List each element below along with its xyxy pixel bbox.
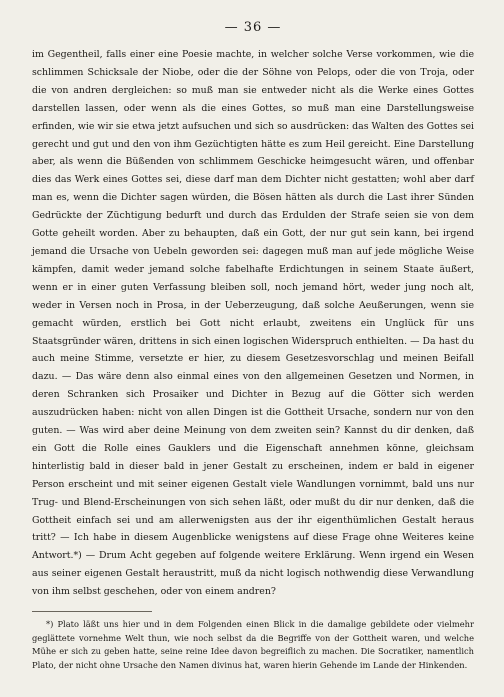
page-number: — 36 — xyxy=(224,20,282,35)
footnote xyxy=(32,618,474,672)
footnote-text: *) Plato läßt uns hier und in dem Folgenden einen Blick in die damalige gebildete oder vielmehr geglättete vornehme Welt thun, wie noch selbst da die Begriffe von der Gottheit waren, und welche Mühe er sich zu geben hatte, seine reine Idee davon begreiflich zu machen. Die Socratiker, namentlich Plato, der nicht ohne Ursache den Namen divinus hat, waren hierin Gehende im Lande der Hinkenden. xyxy=(32,619,474,670)
body-paragraph: im Gegentheil, falls einer eine Poesie machte, in welcher solche Verse vorkommen, wie die schlimmen Schicksale der Niobe, oder die der Söhne von Pelops, oder die von Troja, oder die von andren dergleichen: so muß man sie entweder nicht als die Werke eines Gottes darstellen lassen, oder wenn als die eines Gottes, so muß man eine Darstellungsweise erfinden, wie wir sie etwa jetzt aufsuchen und sich so ausdrücken: das Walten des Gottes sei gerecht und gut und den von ihm Gezüchtigten hätte es zum Heil gereicht. Eine Darstellung aber, als wenn die Büßenden von schlimmem Geschicke heimgesucht wären, und offenbar dies das Werk eines Gottes sei, diese darf man dem Dichter nicht gestatten; wohl aber darf man es, wenn die Dichter sagen würden, die Bösen hätten als durch die Last ihrer Sünden Gedrückte der Züchtigung bedurft und durch das Erdulden der Strafe seien sie von dem Gotte geheilt worden. Aber zu behaupten, daß ein Gott, der nur gut sein kann, bei irgend jemand die Ursache von Uebeln geworden sei: dagegen muß man auf jede mögliche Weise kämpfen, damit weder jemand solche fabelhafte Erdichtungen in seinem Staate äußert, wenn er in einer guten Verfassung bleiben soll, noch jemand hört, weder jung noch alt, weder in Versen noch in Prosa, in der Ueberzeugung, daß solche Aeußerungen, wenn sie gemacht würden, erstlich bei Gott nicht erlaubt, zweitens ein Unglück für uns Staatsgründer wären, drittens in sich einen logischen Widerspruch enthielten. — Da hast du auch meine Stimme, versetzte er hier, zu diesem Gesetzesvorschlag und meinen Beifall dazu. — Das wäre denn also einmal eines von den allgemeinen Gesetzen und Normen, in deren Schranken sich Prosaiker und Dichter in Bezug auf die Götter sich werden auszudrücken haben: nicht von allen Dingen ist die Gottheit Ursache, sondern nur von den guten. — Was wird aber deine Meinung von dem zweiten sein? Kannst du dir denken, daß ein Gott die Rolle eines Gauklers und die Eigenschaft annehmen könne, gleichsam hinterlistig bald in dieser bald in jener Gestalt zu erscheinen, indem er bald in eigener Person erscheint und mit seiner eigenen Gestalt viele Wandlungen vornimmt, bald uns nur Trug- und Blend-Erscheinungen von sich sehen läßt, oder mußt du dir nur denken, daß die Gottheit einfach sei und am allerwenigsten aus der ihr eigenthümlichen Gestalt heraus tritt? — Ich habe in diesem Augenblicke wenigstens auf diese Frage ohne Weiteres keine Antwort.*) — Drum Acht gegeben auf folgende weitere Erklärung. Wenn irgend ein Wesen aus seiner eigenen Gestalt heraustritt, muß da nicht logisch nothwendig diese Verwandlung von ihm selbst geschehen, oder von einem andren? xyxy=(32,49,474,598)
main-text xyxy=(32,46,474,601)
footnote-divider xyxy=(32,611,152,612)
